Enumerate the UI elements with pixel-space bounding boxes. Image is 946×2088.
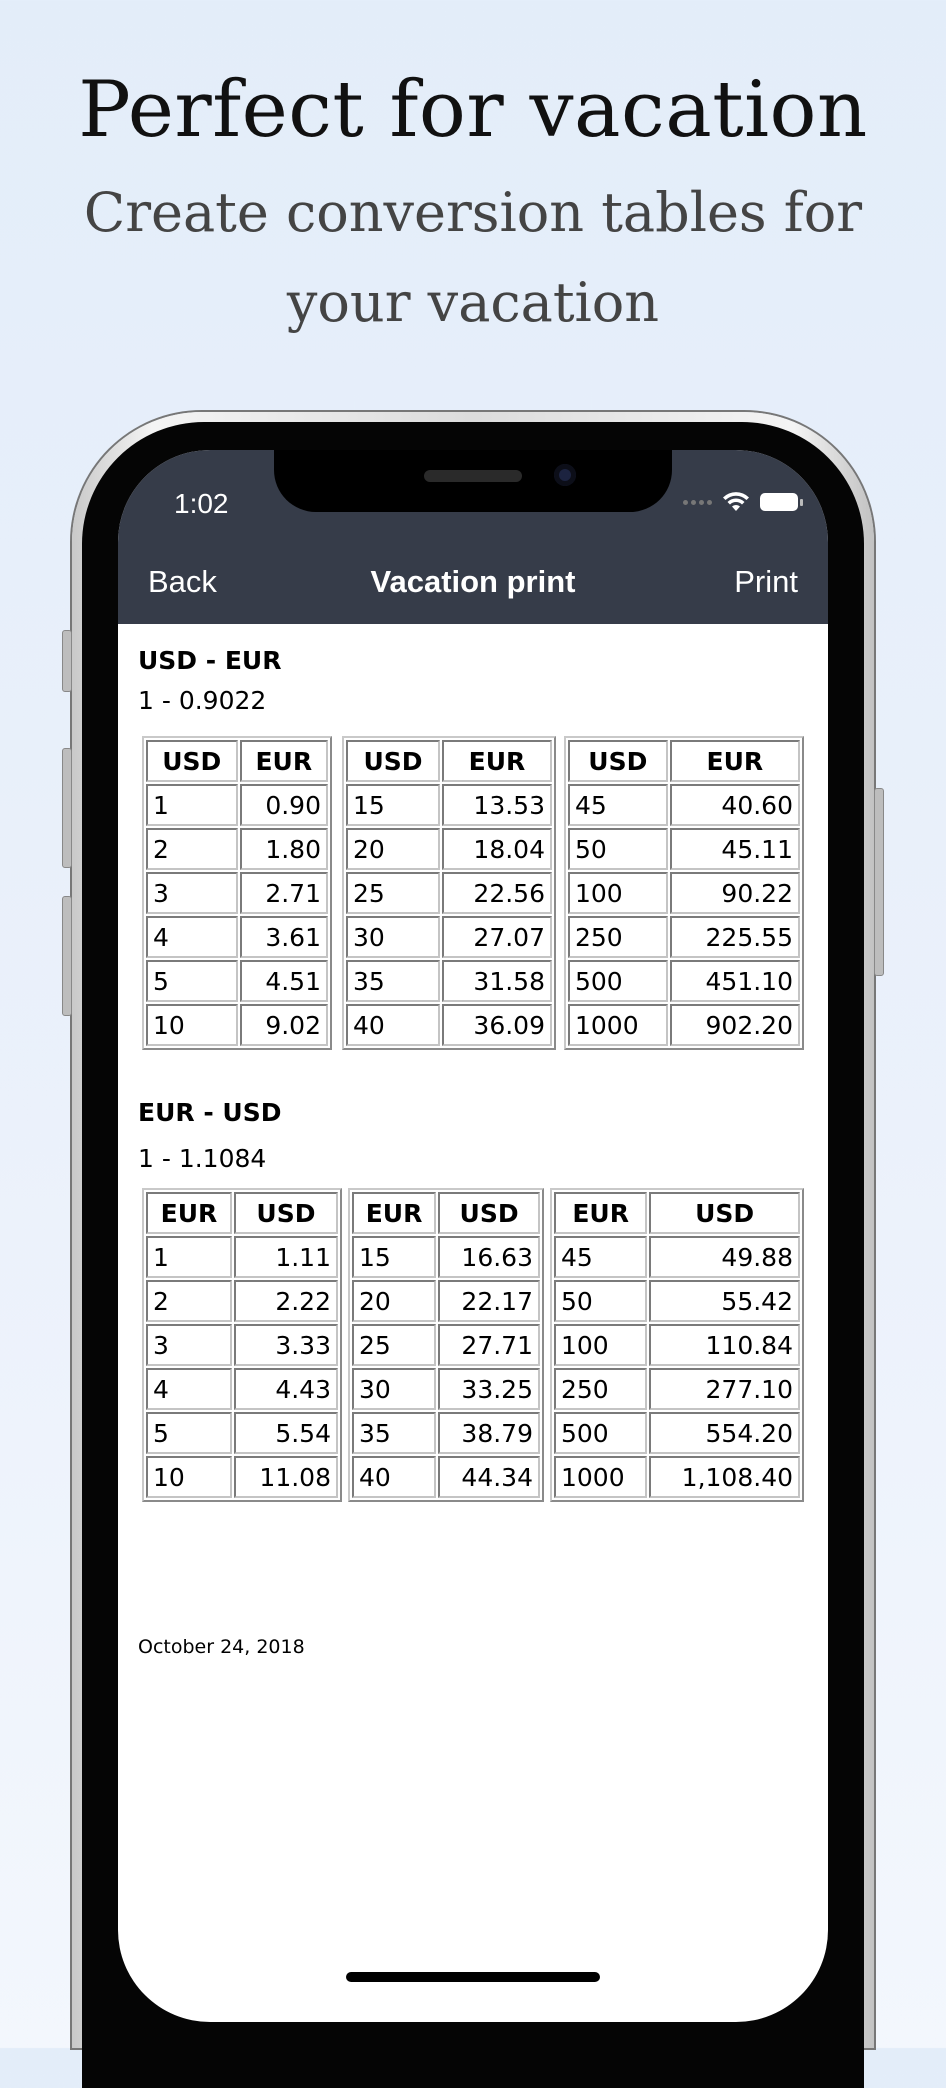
conversion-table [348, 1188, 544, 1502]
cell-converted: 4.43 [234, 1368, 338, 1410]
cell-converted: 3.61 [240, 916, 328, 958]
table-row [146, 1324, 338, 1366]
cell-converted: 110.84 [649, 1324, 800, 1366]
cell-converted: 31.58 [442, 960, 552, 1002]
table-row [146, 960, 328, 1002]
table-row [146, 828, 328, 870]
cell-converted: 38.79 [438, 1412, 540, 1454]
cell-amount: 2 [146, 828, 238, 870]
page-title: Vacation print [370, 564, 576, 599]
cell-converted: 55.42 [649, 1280, 800, 1322]
exchange-rate: 1 - 1.1084 [138, 1144, 267, 1173]
cell-amount: 250 [554, 1368, 647, 1410]
column-header: EUR [554, 1192, 647, 1234]
cell-converted: 0.90 [240, 784, 328, 826]
cell-amount: 40 [352, 1456, 436, 1498]
cell-converted: 36.09 [442, 1004, 552, 1046]
table-row [346, 1004, 552, 1046]
cell-amount: 3 [146, 1324, 232, 1366]
cell-converted: 554.20 [649, 1412, 800, 1454]
cell-converted: 16.63 [438, 1236, 540, 1278]
cell-converted: 11.08 [234, 1456, 338, 1498]
cell-converted: 2.71 [240, 872, 328, 914]
cell-amount: 10 [146, 1456, 232, 1498]
table-row [554, 1368, 800, 1410]
cell-amount: 3 [146, 872, 238, 914]
table-row [346, 960, 552, 1002]
cell-converted: 22.56 [442, 872, 552, 914]
cell-converted: 27.07 [442, 916, 552, 958]
column-header: EUR [240, 740, 328, 782]
table-row [146, 1456, 338, 1498]
cell-amount: 45 [568, 784, 668, 826]
cell-amount: 5 [146, 1412, 232, 1454]
cell-converted: 22.17 [438, 1280, 540, 1322]
table-row [146, 1412, 338, 1454]
camera-icon [554, 464, 576, 486]
table-row [568, 828, 800, 870]
conversion-table [142, 736, 332, 1050]
cell-converted: 2.22 [234, 1280, 338, 1322]
cell-amount: 4 [146, 916, 238, 958]
cell-converted: 225.55 [670, 916, 800, 958]
promo-subhead: Create conversion tables for your vacation [83, 181, 863, 334]
volume-up-button [62, 748, 72, 868]
power-button [874, 788, 884, 976]
cell-converted: 49.88 [649, 1236, 800, 1278]
cell-amount: 45 [554, 1236, 647, 1278]
cell-converted: 18.04 [442, 828, 552, 870]
cell-amount: 50 [554, 1280, 647, 1322]
home-indicator[interactable] [346, 1972, 600, 1982]
cell-converted: 90.22 [670, 872, 800, 914]
cell-converted: 40.60 [670, 784, 800, 826]
status-time: 1:02 [174, 488, 229, 519]
cell-converted: 27.71 [438, 1324, 540, 1366]
table-row [146, 872, 328, 914]
table-row [554, 1412, 800, 1454]
table-row [146, 916, 328, 958]
cell-converted: 13.53 [442, 784, 552, 826]
conversion-table [550, 1188, 804, 1502]
table-row [346, 872, 552, 914]
column-header: EUR [352, 1192, 436, 1234]
column-header: USD [146, 740, 238, 782]
table-row [346, 828, 552, 870]
cell-converted: 44.34 [438, 1456, 540, 1498]
cell-converted: 9.02 [240, 1004, 328, 1046]
table-row [146, 1236, 338, 1278]
cell-amount: 500 [554, 1412, 647, 1454]
cell-amount: 1000 [554, 1456, 647, 1498]
back-button[interactable]: Back [148, 564, 217, 599]
table-row [554, 1324, 800, 1366]
table-row [146, 1280, 338, 1322]
column-header: EUR [670, 740, 800, 782]
table-row [554, 1456, 800, 1498]
section-title: EUR - USD [138, 1098, 282, 1127]
cell-amount: 1 [146, 1236, 232, 1278]
notch [274, 450, 672, 512]
column-header: USD [649, 1192, 800, 1234]
print-button[interactable]: Print [734, 564, 798, 599]
cell-converted: 4.51 [240, 960, 328, 1002]
navigation-bar [118, 450, 828, 624]
cell-amount: 30 [352, 1368, 436, 1410]
cell-amount: 20 [346, 828, 440, 870]
column-header: EUR [442, 740, 552, 782]
cell-amount: 5 [146, 960, 238, 1002]
cell-amount: 100 [568, 872, 668, 914]
cell-converted: 902.20 [670, 1004, 800, 1046]
conversion-table [564, 736, 804, 1050]
column-header: USD [438, 1192, 540, 1234]
cell-converted: 1,108.40 [649, 1456, 800, 1498]
table-row [146, 784, 328, 826]
table-row [352, 1368, 540, 1410]
battery-icon [760, 493, 798, 511]
table-row [568, 784, 800, 826]
cell-amount: 20 [352, 1280, 436, 1322]
speaker-grille [424, 470, 522, 482]
cell-converted: 45.11 [670, 828, 800, 870]
table-row [352, 1324, 540, 1366]
cell-amount: 50 [568, 828, 668, 870]
column-header: USD [234, 1192, 338, 1234]
column-header: EUR [146, 1192, 232, 1234]
cell-amount: 2 [146, 1280, 232, 1322]
table-row [554, 1280, 800, 1322]
table-row [346, 916, 552, 958]
table-row [146, 1004, 328, 1046]
cell-converted: 5.54 [234, 1412, 338, 1454]
cell-amount: 15 [352, 1236, 436, 1278]
column-header: USD [568, 740, 668, 782]
cell-amount: 10 [146, 1004, 238, 1046]
status-icons [683, 490, 798, 514]
column-header: USD [346, 740, 440, 782]
cell-converted: 33.25 [438, 1368, 540, 1410]
table-row [352, 1236, 540, 1278]
cell-amount: 1000 [568, 1004, 668, 1046]
conversion-table [142, 1188, 342, 1502]
cell-converted: 277.10 [649, 1368, 800, 1410]
cell-converted: 1.80 [240, 828, 328, 870]
table-row [568, 960, 800, 1002]
print-date: October 24, 2018 [138, 1636, 305, 1658]
conversion-table [342, 736, 556, 1050]
cell-amount: 25 [346, 872, 440, 914]
cell-amount: 35 [352, 1412, 436, 1454]
cell-amount: 35 [346, 960, 440, 1002]
cell-amount: 250 [568, 916, 668, 958]
cell-converted: 451.10 [670, 960, 800, 1002]
cell-amount: 1 [146, 784, 238, 826]
cell-amount: 15 [346, 784, 440, 826]
phone-screen [118, 450, 828, 2022]
volume-down-button [62, 896, 72, 1016]
mute-switch [62, 630, 72, 692]
cell-amount: 30 [346, 916, 440, 958]
table-row [146, 1368, 338, 1410]
cell-amount: 40 [346, 1004, 440, 1046]
table-row [352, 1456, 540, 1498]
print-preview [118, 624, 828, 2022]
cellular-icon [683, 500, 712, 505]
table-row [352, 1412, 540, 1454]
section-title: USD - EUR [138, 646, 282, 675]
cell-converted: 1.11 [234, 1236, 338, 1278]
table-row [352, 1280, 540, 1322]
wifi-icon [722, 491, 750, 513]
table-row [568, 1004, 800, 1046]
table-row [568, 872, 800, 914]
promo-headline: Perfect for vacation [78, 65, 868, 155]
cell-amount: 100 [554, 1324, 647, 1366]
cell-converted: 3.33 [234, 1324, 338, 1366]
cell-amount: 4 [146, 1368, 232, 1410]
table-row [346, 784, 552, 826]
table-row [568, 916, 800, 958]
exchange-rate: 1 - 0.9022 [138, 686, 267, 715]
cell-amount: 25 [352, 1324, 436, 1366]
cell-amount: 500 [568, 960, 668, 1002]
table-row [554, 1236, 800, 1278]
